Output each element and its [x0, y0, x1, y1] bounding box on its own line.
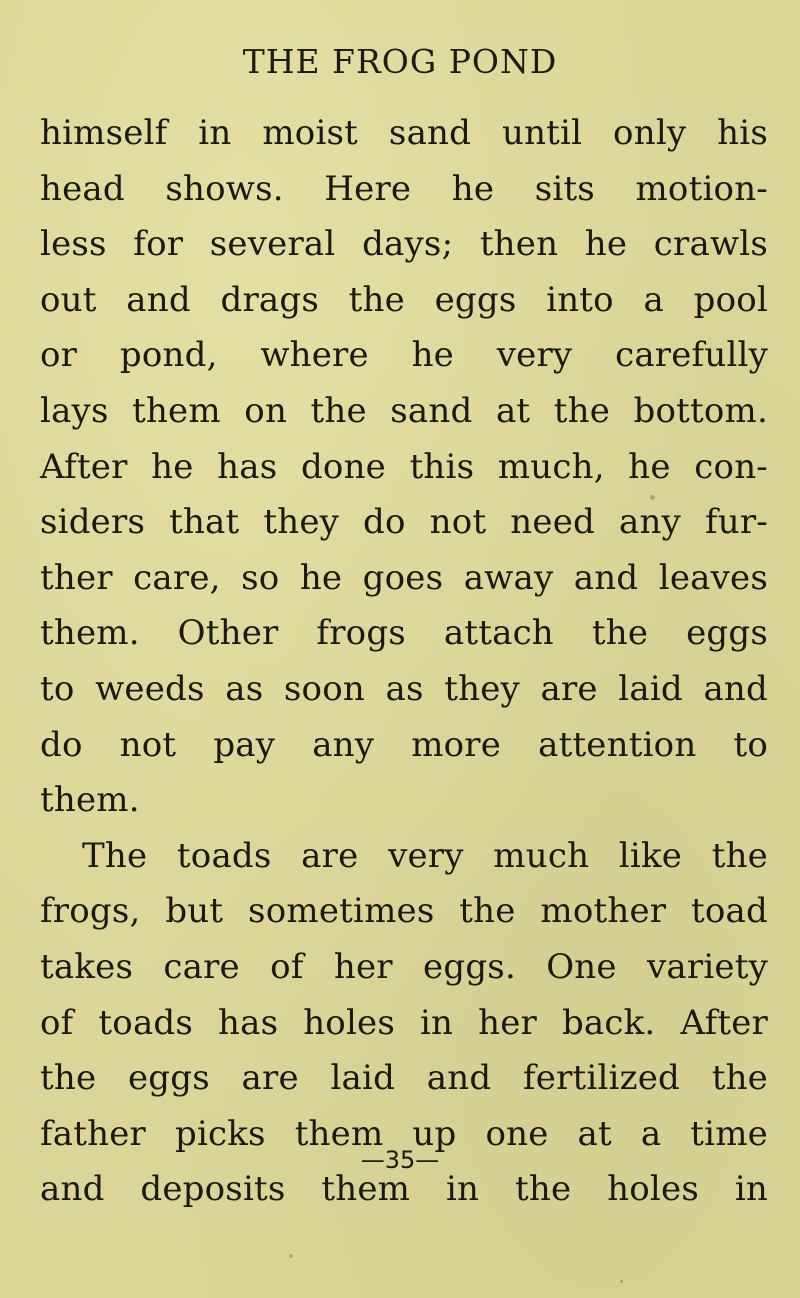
text-line: to weeds as soon as they are laid and: [40, 668, 768, 709]
running-head: THE FROG POND: [242, 42, 558, 81]
text-line: frogs, but sometimes the mother toad: [40, 891, 768, 932]
text-line: takes care of her eggs. One variety: [40, 946, 768, 987]
text-line: ther care, so he goes away and leaves: [40, 557, 768, 598]
body-text: [40, 106, 768, 1218]
text-line: head shows. Here he sits motion-: [40, 168, 768, 209]
text-line: them. Other frogs attach the eggs: [40, 613, 768, 654]
text-line: siders that they do not need any fur-: [40, 502, 768, 543]
paper-speck: [650, 495, 655, 500]
paper-speck: [289, 1254, 293, 1258]
text-line: lays them on the sand at the bottom.: [40, 390, 768, 431]
text-line: himself in moist sand until only his: [40, 113, 768, 153]
text-line: of toads has holes in her back. After: [40, 1002, 768, 1043]
paper-speck: [620, 1280, 623, 1283]
text-line: do not pay any more attention to: [40, 724, 768, 765]
text-line: father picks them up one at a time: [40, 1113, 768, 1154]
text-line: or pond, where he very carefully: [40, 335, 768, 376]
text-line: less for several days; then he crawls: [40, 224, 768, 265]
text-line: After he has done this much, he con-: [40, 446, 768, 487]
text-line: and deposits them in the holes in: [40, 1169, 768, 1210]
text-line: the eggs are laid and fertilized the: [40, 1058, 768, 1099]
text-line: The toads are very much like the: [82, 835, 768, 876]
page-number: —35—: [360, 1146, 440, 1174]
text-line: out and drags the eggs into a pool: [40, 279, 768, 320]
text-line: them.: [40, 780, 140, 821]
